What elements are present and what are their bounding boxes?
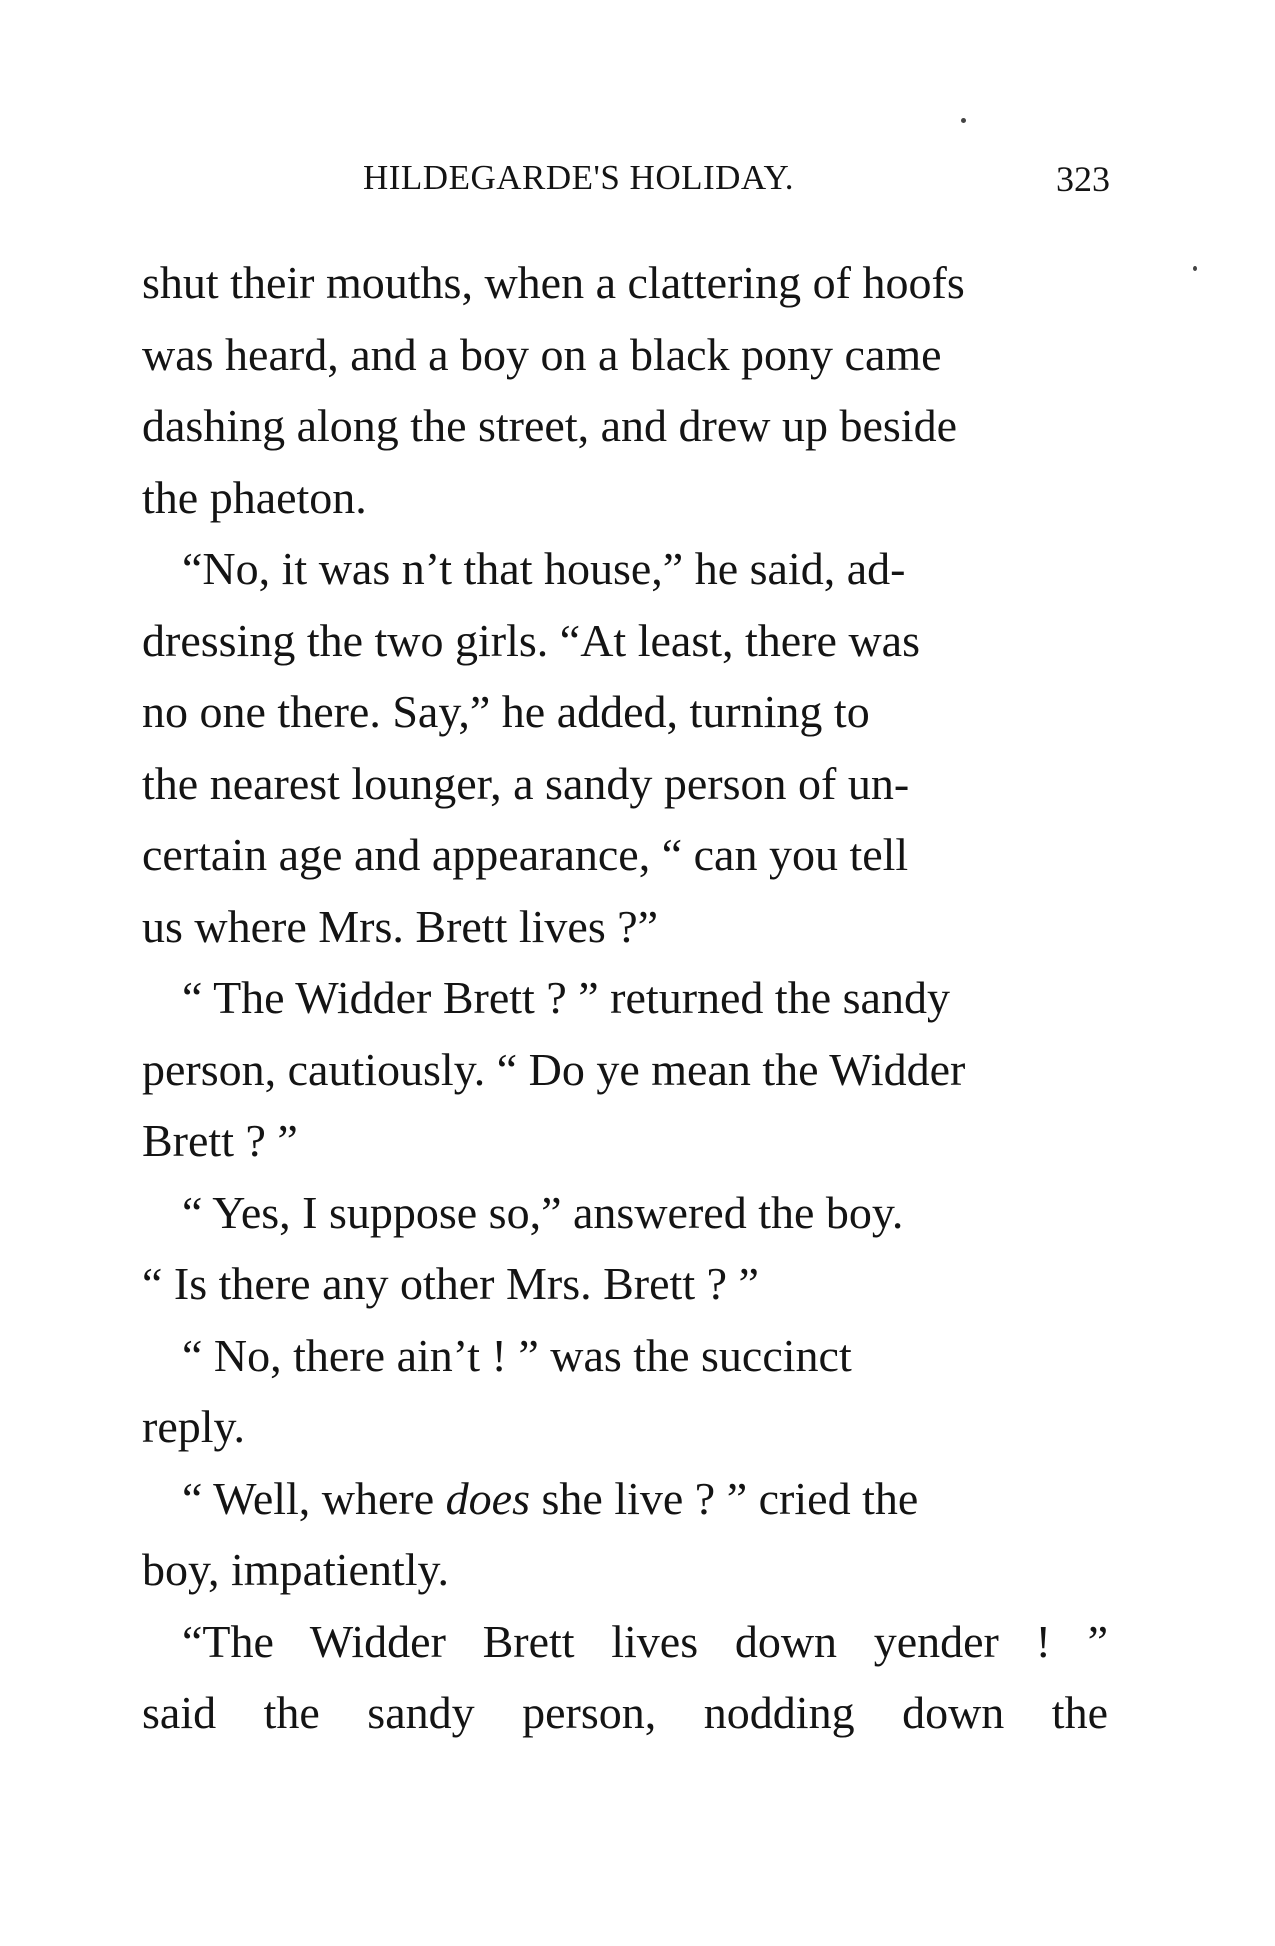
body-text [142, 247, 1108, 1749]
text-line: reply. [142, 1401, 246, 1452]
paragraph-2 [142, 533, 1108, 962]
print-speck [1193, 266, 1197, 271]
text-line: shut their mouths, when a clattering of hoofs [142, 257, 965, 308]
text-line: us where Mrs. Brett lives ?” [142, 900, 659, 952]
page-number: 323 [1056, 159, 1110, 199]
emphasis-text: does [445, 1472, 530, 1524]
text-line: “ The Widder Brett ? ” returned the sandy [182, 972, 950, 1023]
paragraph-1 [142, 247, 1108, 533]
text-line: dressing the two girls. “At least, there was [142, 614, 920, 666]
text-line: “The Widder Brett lives down yender ! ” [182, 1615, 1108, 1667]
text-line: the nearest lounger, a sandy person of un- [142, 757, 910, 809]
paragraph-5 [142, 1320, 1108, 1463]
paragraph-3 [142, 962, 1108, 1177]
paragraph-4 [142, 1177, 1108, 1320]
text-line [142, 1463, 1108, 1535]
text-line: boy, impatiently. [142, 1544, 450, 1595]
text-line: was heard, and a boy on a black pony came [142, 328, 942, 380]
running-head: HILDEGARDE'S HOLIDAY. [363, 158, 794, 197]
paragraph-6 [142, 1463, 1108, 1606]
print-speck [961, 118, 966, 123]
text-run: she live ? ” cried the [530, 1472, 919, 1524]
text-line: no one there. Say,” he added, turning to [142, 686, 870, 737]
text-line: the phaeton. [142, 471, 367, 523]
text-line: person, cautiously. “ Do ye mean the Widder [142, 1043, 966, 1095]
text-run: “ Well, where [182, 1472, 446, 1524]
paragraph-7 [142, 1606, 1108, 1749]
text-line: “ Is there any other Mrs. Brett ? ” [142, 1258, 759, 1309]
text-line: “ No, there ain’t ! ” was the succinct [182, 1329, 852, 1381]
text-line: certain age and appearance, “ can you tell [142, 829, 909, 880]
text-line: “No, it was n’t that house,” he said, ad- [182, 543, 906, 594]
text-line: said the sandy person, nodding down the [142, 1687, 1108, 1738]
text-line: Brett ? ” [142, 1115, 298, 1166]
text-line: dashing along the street, and drew up beside [142, 400, 957, 451]
text-line: “ Yes, I suppose so,” answered the boy. [182, 1186, 904, 1238]
page-header [363, 158, 1110, 208]
